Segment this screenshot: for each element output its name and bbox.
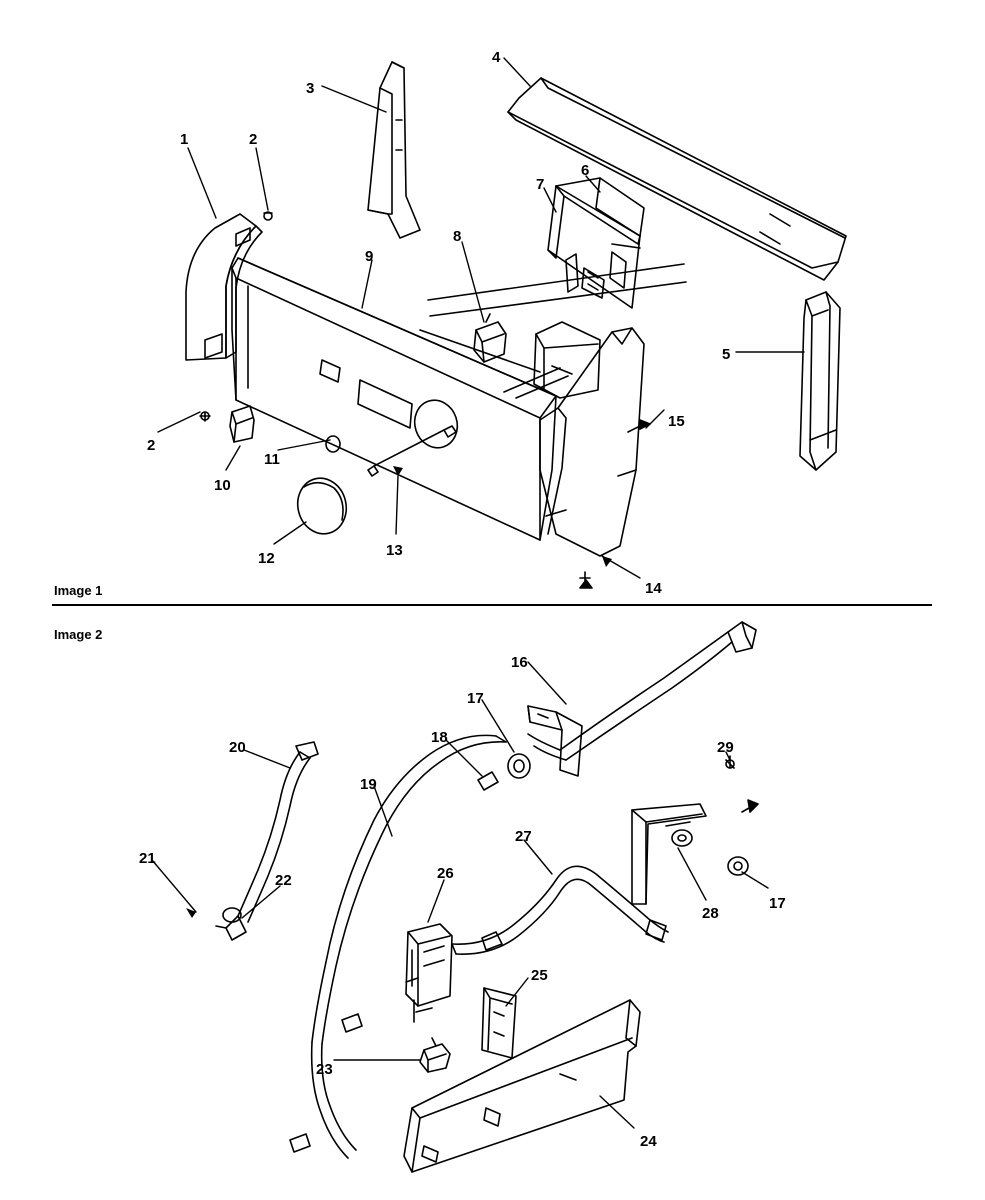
callout-number-7-c7: 7	[536, 176, 545, 193]
callout-number-19-c19: 19	[360, 776, 377, 793]
callout-number-2-c2a: 2	[249, 131, 258, 148]
section-label-image-1: Image 1	[54, 583, 103, 598]
callout-number-16-c16: 16	[511, 654, 528, 671]
callout-number-10-c10: 10	[214, 477, 231, 494]
callout-number-1-c1: 1	[180, 131, 189, 148]
callout-number-17-c17a: 17	[467, 690, 484, 707]
callout-number-26-c26: 26	[437, 865, 454, 882]
callout-number-2-c2b: 2	[147, 437, 156, 454]
callout-number-14-c14: 14	[645, 580, 662, 597]
callout-number-29-c29: 29	[717, 739, 734, 756]
callout-number-15-c15: 15	[668, 413, 685, 430]
callout-number-17-c17b: 17	[769, 895, 786, 912]
callout-number-12-c12: 12	[258, 550, 275, 567]
section-label-image-2: Image 2	[54, 627, 103, 642]
callout-number-24-c24: 24	[640, 1133, 657, 1150]
callout-number-6-c6: 6	[581, 162, 590, 179]
callout-number-21-c21: 21	[139, 850, 156, 867]
callout-number-5-c5: 5	[722, 346, 731, 363]
callout-number-8-c8: 8	[453, 228, 462, 245]
callout-number-27-c27: 27	[515, 828, 532, 845]
callout-number-4-c4: 4	[492, 49, 501, 66]
callout-number-25-c25: 25	[531, 967, 548, 984]
callout-number-22-c22: 22	[275, 872, 292, 889]
callout-number-18-c18: 18	[431, 729, 448, 746]
callout-number-9-c9: 9	[365, 248, 374, 265]
callout-number-13-c13: 13	[386, 542, 403, 559]
callout-number-23-c23: 23	[316, 1061, 333, 1078]
callout-number-28-c28: 28	[702, 905, 719, 922]
callout-number-11-c11: 11	[264, 451, 280, 468]
section-divider	[52, 604, 932, 606]
callout-number-20-c20: 20	[229, 739, 246, 756]
callout-number-3-c3: 3	[306, 80, 315, 97]
